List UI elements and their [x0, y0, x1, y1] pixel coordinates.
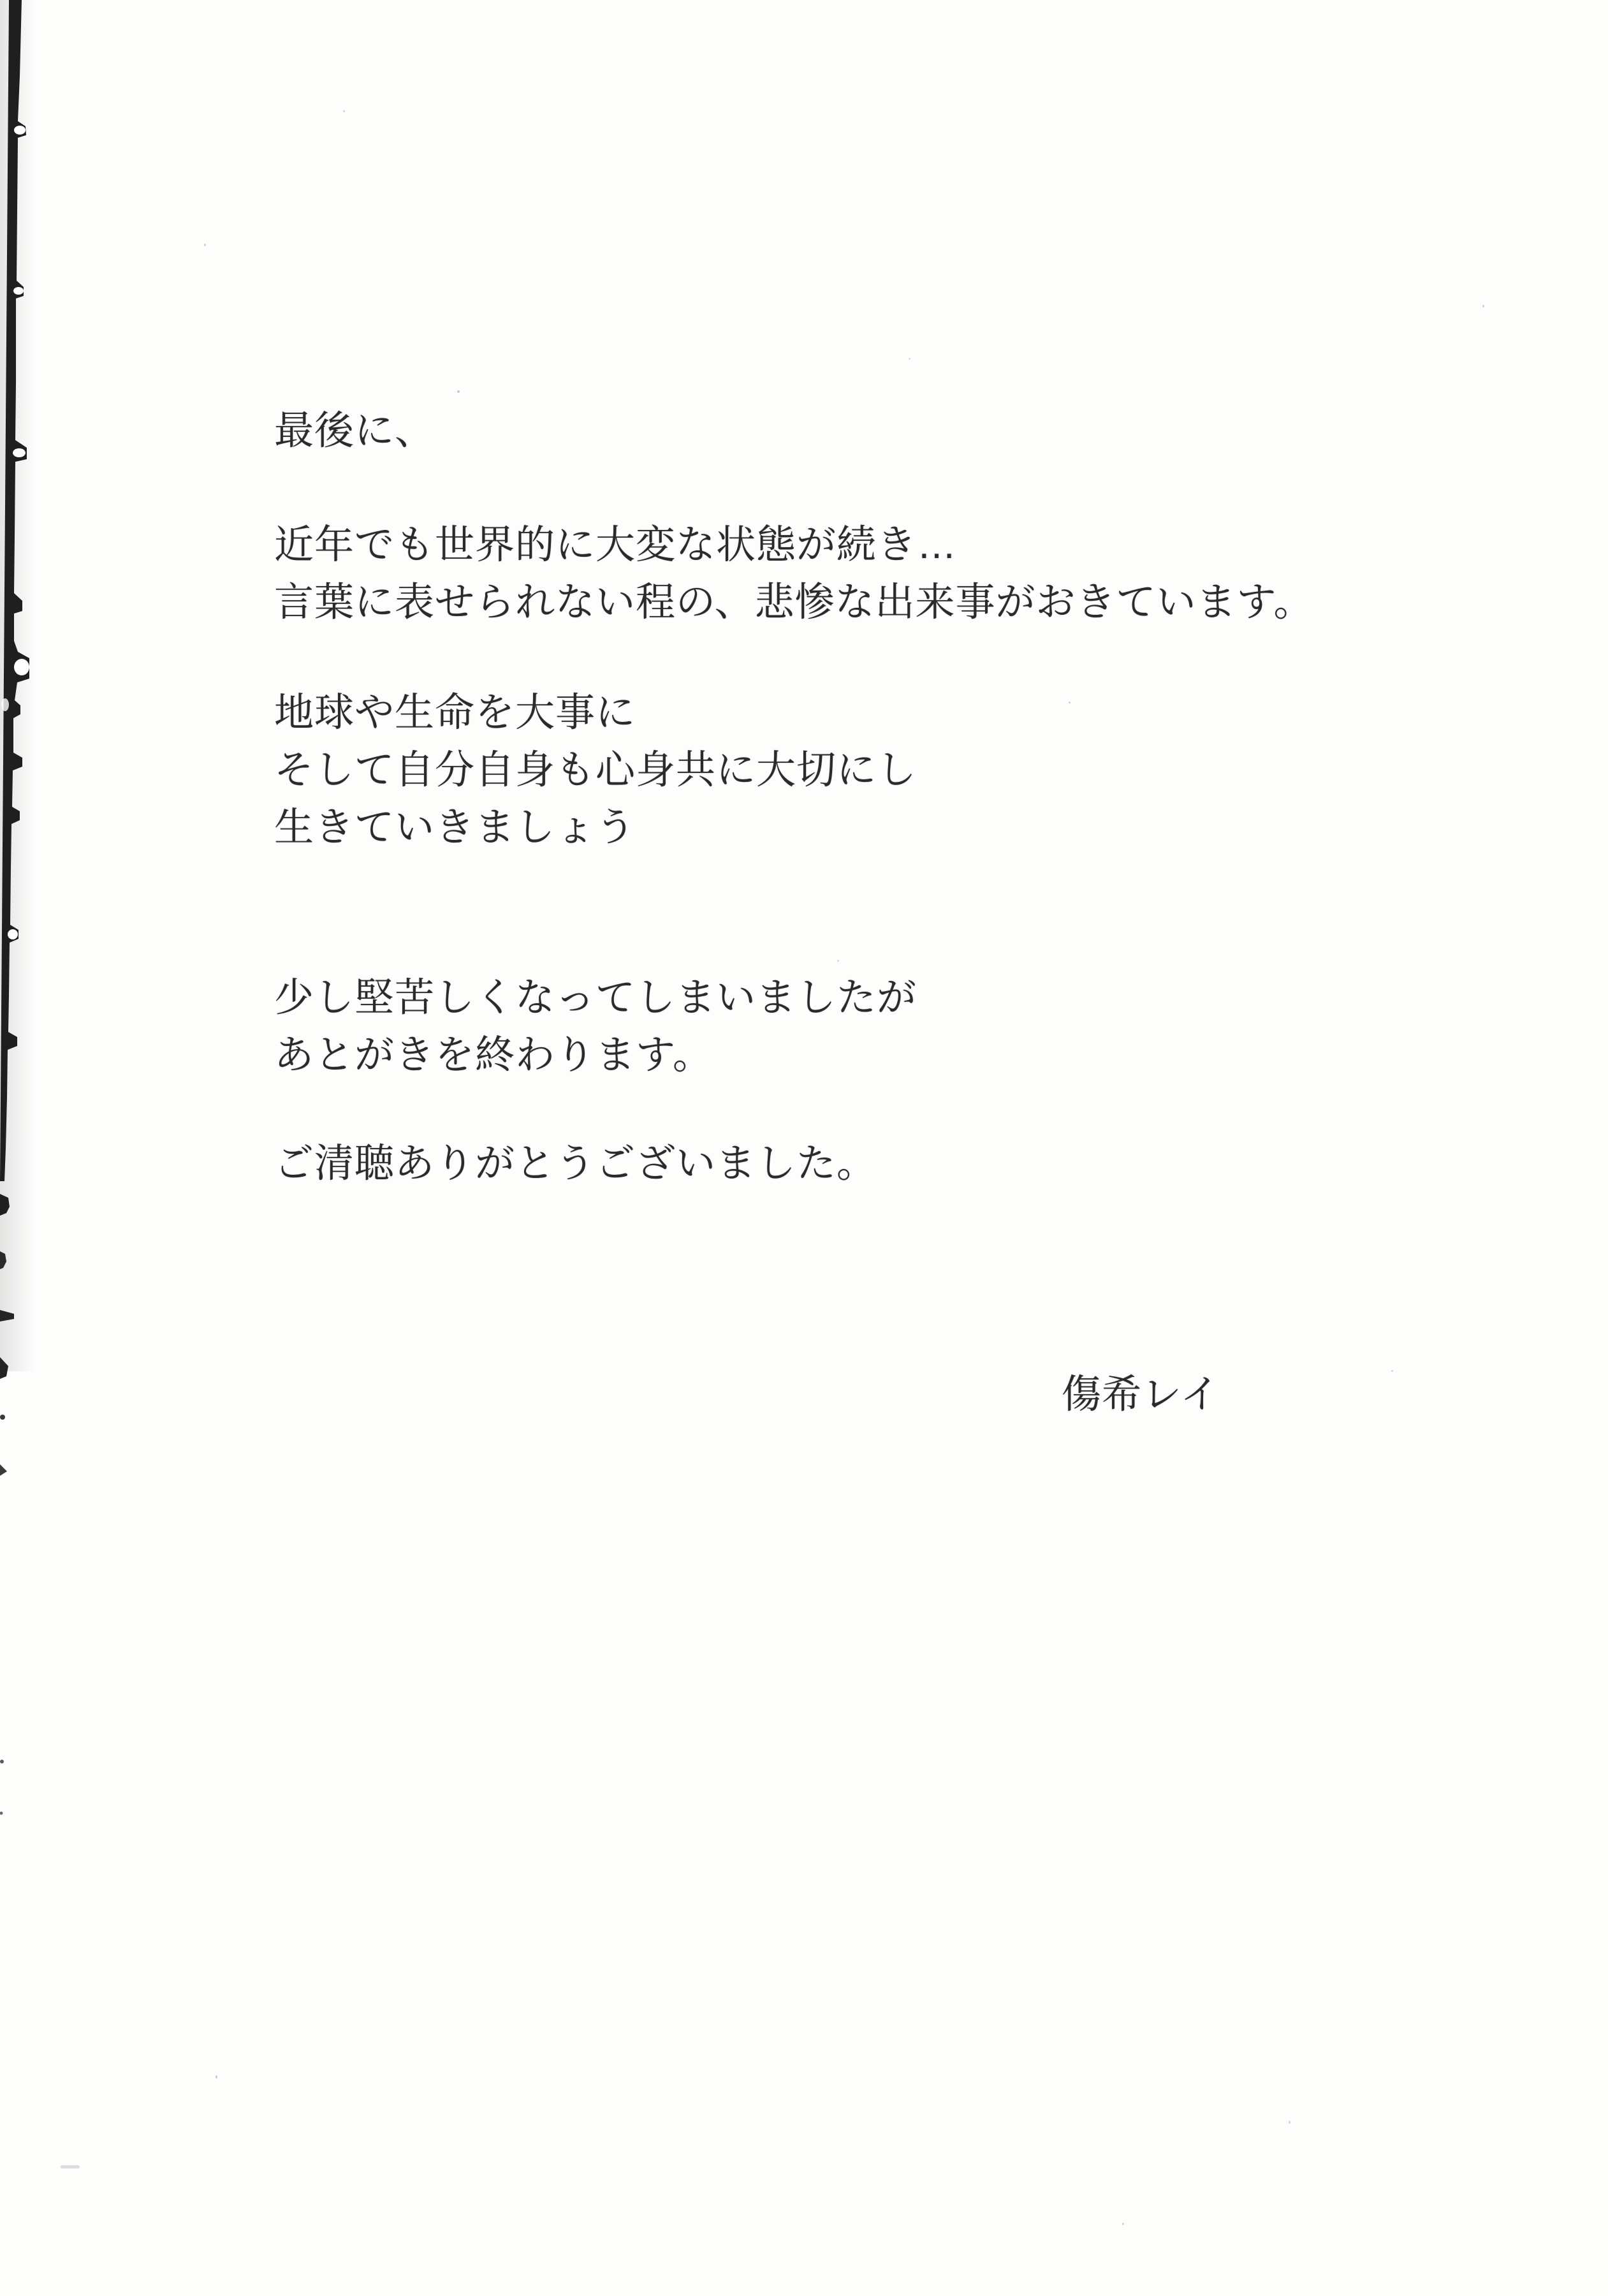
- edge-speck: [0, 1760, 4, 1763]
- afterword-line: 地球や生命を大事に: [274, 691, 636, 735]
- dust-speck: [204, 244, 206, 246]
- dust-speck: [1122, 2223, 1124, 2225]
- edge-notch: [1, 698, 9, 711]
- afterword-line: ご清聴ありがとうございました。: [274, 1142, 877, 1186]
- edge-notch: [13, 448, 26, 457]
- paragraph-afterword-end: [274, 969, 917, 1084]
- dust-speck: [1069, 702, 1071, 703]
- scan-smudge: [61, 2165, 80, 2168]
- afterword-line: 最後に、: [274, 409, 435, 453]
- edge-blob: [0, 1415, 5, 1420]
- edge-blob: [0, 1464, 7, 1476]
- afterword-line: 近年でも世界的に大変な状態が続き…: [274, 523, 958, 567]
- edge-speck: [0, 1812, 3, 1815]
- edge-notch: [8, 929, 18, 939]
- afterword-line: あとがきを終わります。: [274, 1033, 713, 1077]
- afterword-line: 言葉に表せられない程の、悲惨な出来事がおきています。: [274, 580, 1314, 624]
- afterword-line: そして自分自身も心身共に大切にし: [274, 748, 917, 792]
- scan-edge-artifact: [0, 0, 45, 2296]
- edge-notch: [13, 287, 24, 295]
- dust-speck: [343, 110, 345, 112]
- paragraph-cherish-life: [274, 684, 917, 857]
- dust-speck: [1289, 2121, 1290, 2124]
- edge-notch: [14, 126, 26, 135]
- paragraph-world-events: [274, 517, 1314, 631]
- dust-speck: [457, 390, 460, 393]
- dust-speck: [1482, 305, 1484, 307]
- dust-speck: [909, 358, 910, 360]
- edge-notch: [14, 659, 29, 675]
- signature-name: 傷希レイ: [1062, 1372, 1220, 1417]
- paragraph-closing-intro: [274, 402, 435, 460]
- paragraph-thanks: [274, 1135, 877, 1193]
- author-signature: [1062, 1366, 1220, 1424]
- dust-speck: [216, 2075, 217, 2079]
- dust-speck: [837, 960, 839, 962]
- afterword-line: 生きていきましょう: [274, 806, 636, 850]
- dust-speck: [1391, 1370, 1393, 1372]
- afterword-line: 少し堅苦しくなってしまいましたが: [274, 976, 917, 1020]
